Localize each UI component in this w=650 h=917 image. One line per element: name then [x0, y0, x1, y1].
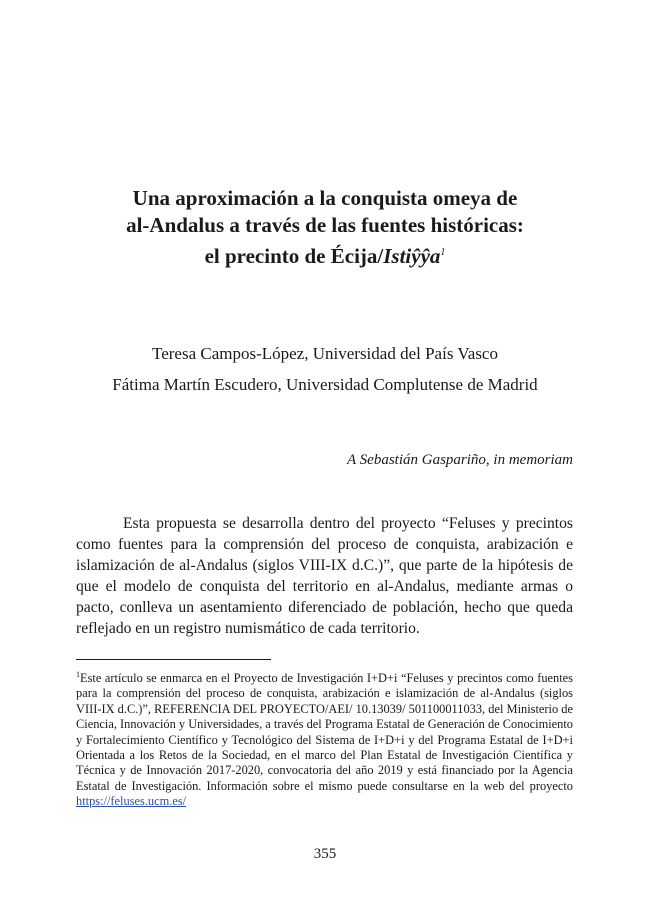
footnote-divider [76, 659, 271, 660]
article-title [60, 185, 590, 270]
footnote-text: Este artículo se enmarca en el Proyecto de Investigación I+D+i “Feluses y precintos como fuentes para la comprensión del proceso de conquista, arabización e islamización de al-Andalus (siglos VIII-IX d.C.)”, REFERENCIA DEL PROYECTO/AEI/ 10.13039/ 501100011033, del Ministerio de Ciencia, Innovación y Universidades, a través del Programa Estatal de Generación de Conocimiento y Fortalecimiento Científico y Tecnológico del Sistema de I+D+i y del Programa Estatal de I+D+i Orientada a los Retos de la Sociedad, en el marco del Plan Estatal de Investigación Científica y Técnica y de Innovación 2017-2020, convocatoria del año 2019 y está financiado por la Agencia Estatal de Investigación. Información sobre el mismo puede consultarse en la web del proyecto [76, 671, 573, 793]
title-line-3-prefix: el precinto de Écija/ [204, 244, 384, 268]
body-paragraph: Esta propuesta se desarrolla dentro del proyecto “Feluses y precintos como fuentes para la comprensión del proceso de conquista, arabización e islamización de al-Andalus (siglos VIII-IX d.C.)”, que parte de la hipótesis de que el modelo de conquista del territorio en al-Andalus, mediante armas o pacto, conlleva un asentamiento diferenciado de población, hecho que queda reflejado en un registro numismático de cada territorio. [76, 515, 573, 637]
page-number: 355 [313, 846, 337, 862]
title-line-1: Una aproximación a la conquista omeya de [132, 186, 518, 210]
title-line-2: al-Andalus a través de las fuentes históricas: [126, 213, 524, 237]
footnote [76, 667, 573, 810]
project-website-link[interactable]: https://feluses.ucm.es/ [76, 794, 187, 809]
title-line-3-italic: Istiŷŷa [383, 244, 441, 268]
author-1: Teresa Campos-López, Universidad del País Vasco [152, 344, 498, 363]
author-2: Fátima Martín Escudero, Universidad Complutense de Madrid [112, 375, 538, 394]
dedication: A Sebastián Gaspariño, in memoriam [347, 452, 573, 468]
title-line-3 [60, 239, 590, 270]
footnote-marker: 1 [76, 670, 80, 679]
title-footnote-marker[interactable]: 1 [440, 247, 446, 258]
author-list [40, 344, 610, 406]
